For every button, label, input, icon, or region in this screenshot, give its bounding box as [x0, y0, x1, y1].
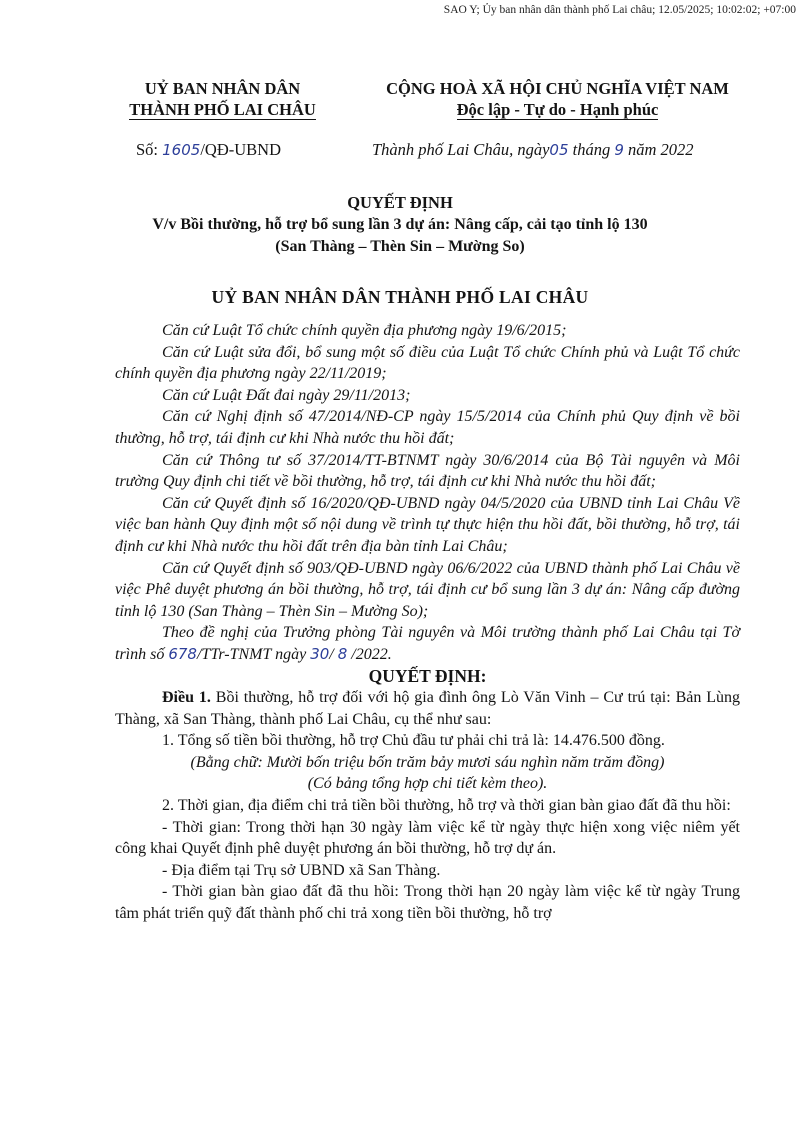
item-2-schedule: 2. Thời gian, địa điểm chi trả tiền bồi thường, hỗ trợ và thời gian bàn giao đất đã thu hồi:: [162, 797, 731, 815]
proposal-mid: /TTr-TNMT ngày: [196, 645, 311, 663]
article-1-label: Điều 1.: [162, 689, 211, 707]
legal-basis-4: Căn cứ Nghị định số 47/2014/NĐ-CP ngày 15/5/2014 của Chính phủ Quy định về bồi thường, hỗ trợ, tái định cư khi Nhà nước thu hồi đất;: [115, 408, 740, 447]
proposal-day-handwritten: 30: [310, 644, 330, 663]
authority-line-1: UỶ BAN NHÂN DÂN: [144, 79, 301, 98]
date-month-handwritten: 9: [614, 141, 624, 159]
authority-line-2: THÀNH PHỐ LAI CHÂU: [129, 100, 316, 119]
proposal-prefix: Theo đề nghị của Trưởng phòng Tài nguyên và Môi trường thành phố Lai Châu tại Tờ trình số: [115, 624, 740, 663]
bullet-payment-time: - Thời gian: Trong thời hạn 30 ngày làm việc kể từ ngày thực hiện xong việc niêm yết công khai Quyết định phê duyệt phương án bồi thường, hỗ trợ dự án.: [115, 818, 740, 858]
issuing-body-title: UỶ BAN NHÂN DÂN THÀNH PHỐ LAI CHÂU: [211, 287, 589, 307]
document-number-suffix: /QĐ-UBND: [200, 140, 281, 159]
legal-basis-5: Căn cứ Thông tư số 37/2014/TT-BTNMT ngày 30/6/2014 của Bộ Tài nguyên và Môi trường Quy định chi tiết về bồi thường, hỗ trợ, tái định cư khi Nhà nước thu hồi đất;: [115, 451, 740, 491]
proposal-suffix: /2022.: [347, 645, 392, 663]
document-number: [136, 140, 281, 160]
attachment-note: (Có bảng tổng hợp chi tiết kèm theo).: [307, 775, 548, 793]
document-number-handwritten: 1605: [162, 141, 201, 159]
bullet-land-handover: - Thời gian bàn giao đất đã thu hồi: Trong thời hạn 20 ngày làm việc kể từ ngày Trung tâm phát triển quỹ đất thành phố chi trả xong tiền bồi thường, hỗ trợ: [115, 883, 740, 923]
document-title: [60, 192, 740, 258]
legal-basis-3: Căn cứ Luật Đất đai ngày 29/11/2013;: [162, 386, 411, 404]
amount-in-words: (Bằng chữ: Mười bốn triệu bốn trăm bảy mươi sáu nghìn năm trăm đồng): [190, 753, 665, 771]
item-1-total: 1. Tổng số tiền bồi thường, hỗ trợ Chủ đầu tư phải chi trả là: 14.476.500 đồng.: [162, 732, 665, 750]
document-number-prefix: Số:: [136, 140, 163, 159]
article-1: [115, 687, 740, 730]
country-name: CỘNG HOÀ XÃ HỘI CHỦ NGHĨA VIỆT NAM: [386, 79, 729, 98]
issuing-authority-header: [95, 78, 350, 120]
date-month-label: tháng: [568, 140, 615, 159]
decision-heading: QUYẾT ĐỊNH:: [368, 665, 487, 686]
title-main: QUYẾT ĐỊNH: [347, 193, 453, 212]
date-prefix: Thành phố Lai Châu, ngày: [372, 140, 550, 159]
legal-basis-6: Căn cứ Quyết định số 16/2020/QĐ-UBND ngày 04/5/2020 của UBND tỉnh Lai Châu Về việc ban hành Quy định một số nội dung về trình tự thực hiện thu hồi đất, bồi thường, hỗ trợ, tái định cư khi Nhà nước thu hồi đất trên địa bàn tỉnh Lai Châu;: [115, 494, 740, 555]
document-date: [372, 140, 694, 160]
legal-basis-7: Căn cứ Quyết định số 903/QĐ-UBND ngày 06/6/2022 của UBND thành phố Lai Châu về việc Phê duyệt phương án bồi thường, hỗ trợ, tái định cư bổ sung lần 3 dự án: Nâng cấp đường tỉnh lộ 130 (San Thàng – Thèn Sin – Mường So);: [115, 559, 740, 620]
bullet-payment-place: - Địa điểm tại Trụ sở UBND xã San Thàng.: [162, 861, 441, 879]
article-1-text: Bồi thường, hỗ trợ đối với hộ gia đình ông Lò Văn Vinh – Cư trú tại: Bản Lùng Thàng, xã San Thàng, thành phố Lai Châu, cụ thể như sau:: [115, 689, 741, 728]
legal-basis-1: Căn cứ Luật Tổ chức chính quyền địa phương ngày 19/6/2015;: [162, 322, 567, 339]
copy-signature-stamp: SAO Y; Ủy ban nhân dân thành phố Lai châu; 12.05/2025; 10:02:02; +07:00: [443, 4, 796, 16]
document-body: [115, 320, 740, 925]
date-day-handwritten: 05: [549, 141, 569, 159]
national-motto: Độc lập - Tự do - Hạnh phúc: [456, 100, 659, 119]
proposal-month-handwritten: 8: [337, 644, 348, 663]
proposal-sep: /: [329, 645, 338, 663]
title-subject-route: (San Thàng – Thèn Sin – Mường So): [275, 238, 525, 255]
proposal-number-handwritten: 678: [168, 644, 197, 663]
proposal-basis: [115, 622, 740, 665]
title-subject: V/v Bồi thường, hỗ trợ bổ sung lần 3 dự án: Nâng cấp, cải tạo tỉnh lộ 130: [152, 216, 648, 233]
legal-basis-2: Căn cứ Luật sửa đổi, bổ sung một số điều của Luật Tổ chức Chính phủ và Luật Tổ chức chính quyền địa phương ngày 22/11/2019;: [115, 343, 740, 383]
date-year-label: năm 2022: [623, 140, 694, 159]
national-motto-header: [355, 78, 760, 120]
